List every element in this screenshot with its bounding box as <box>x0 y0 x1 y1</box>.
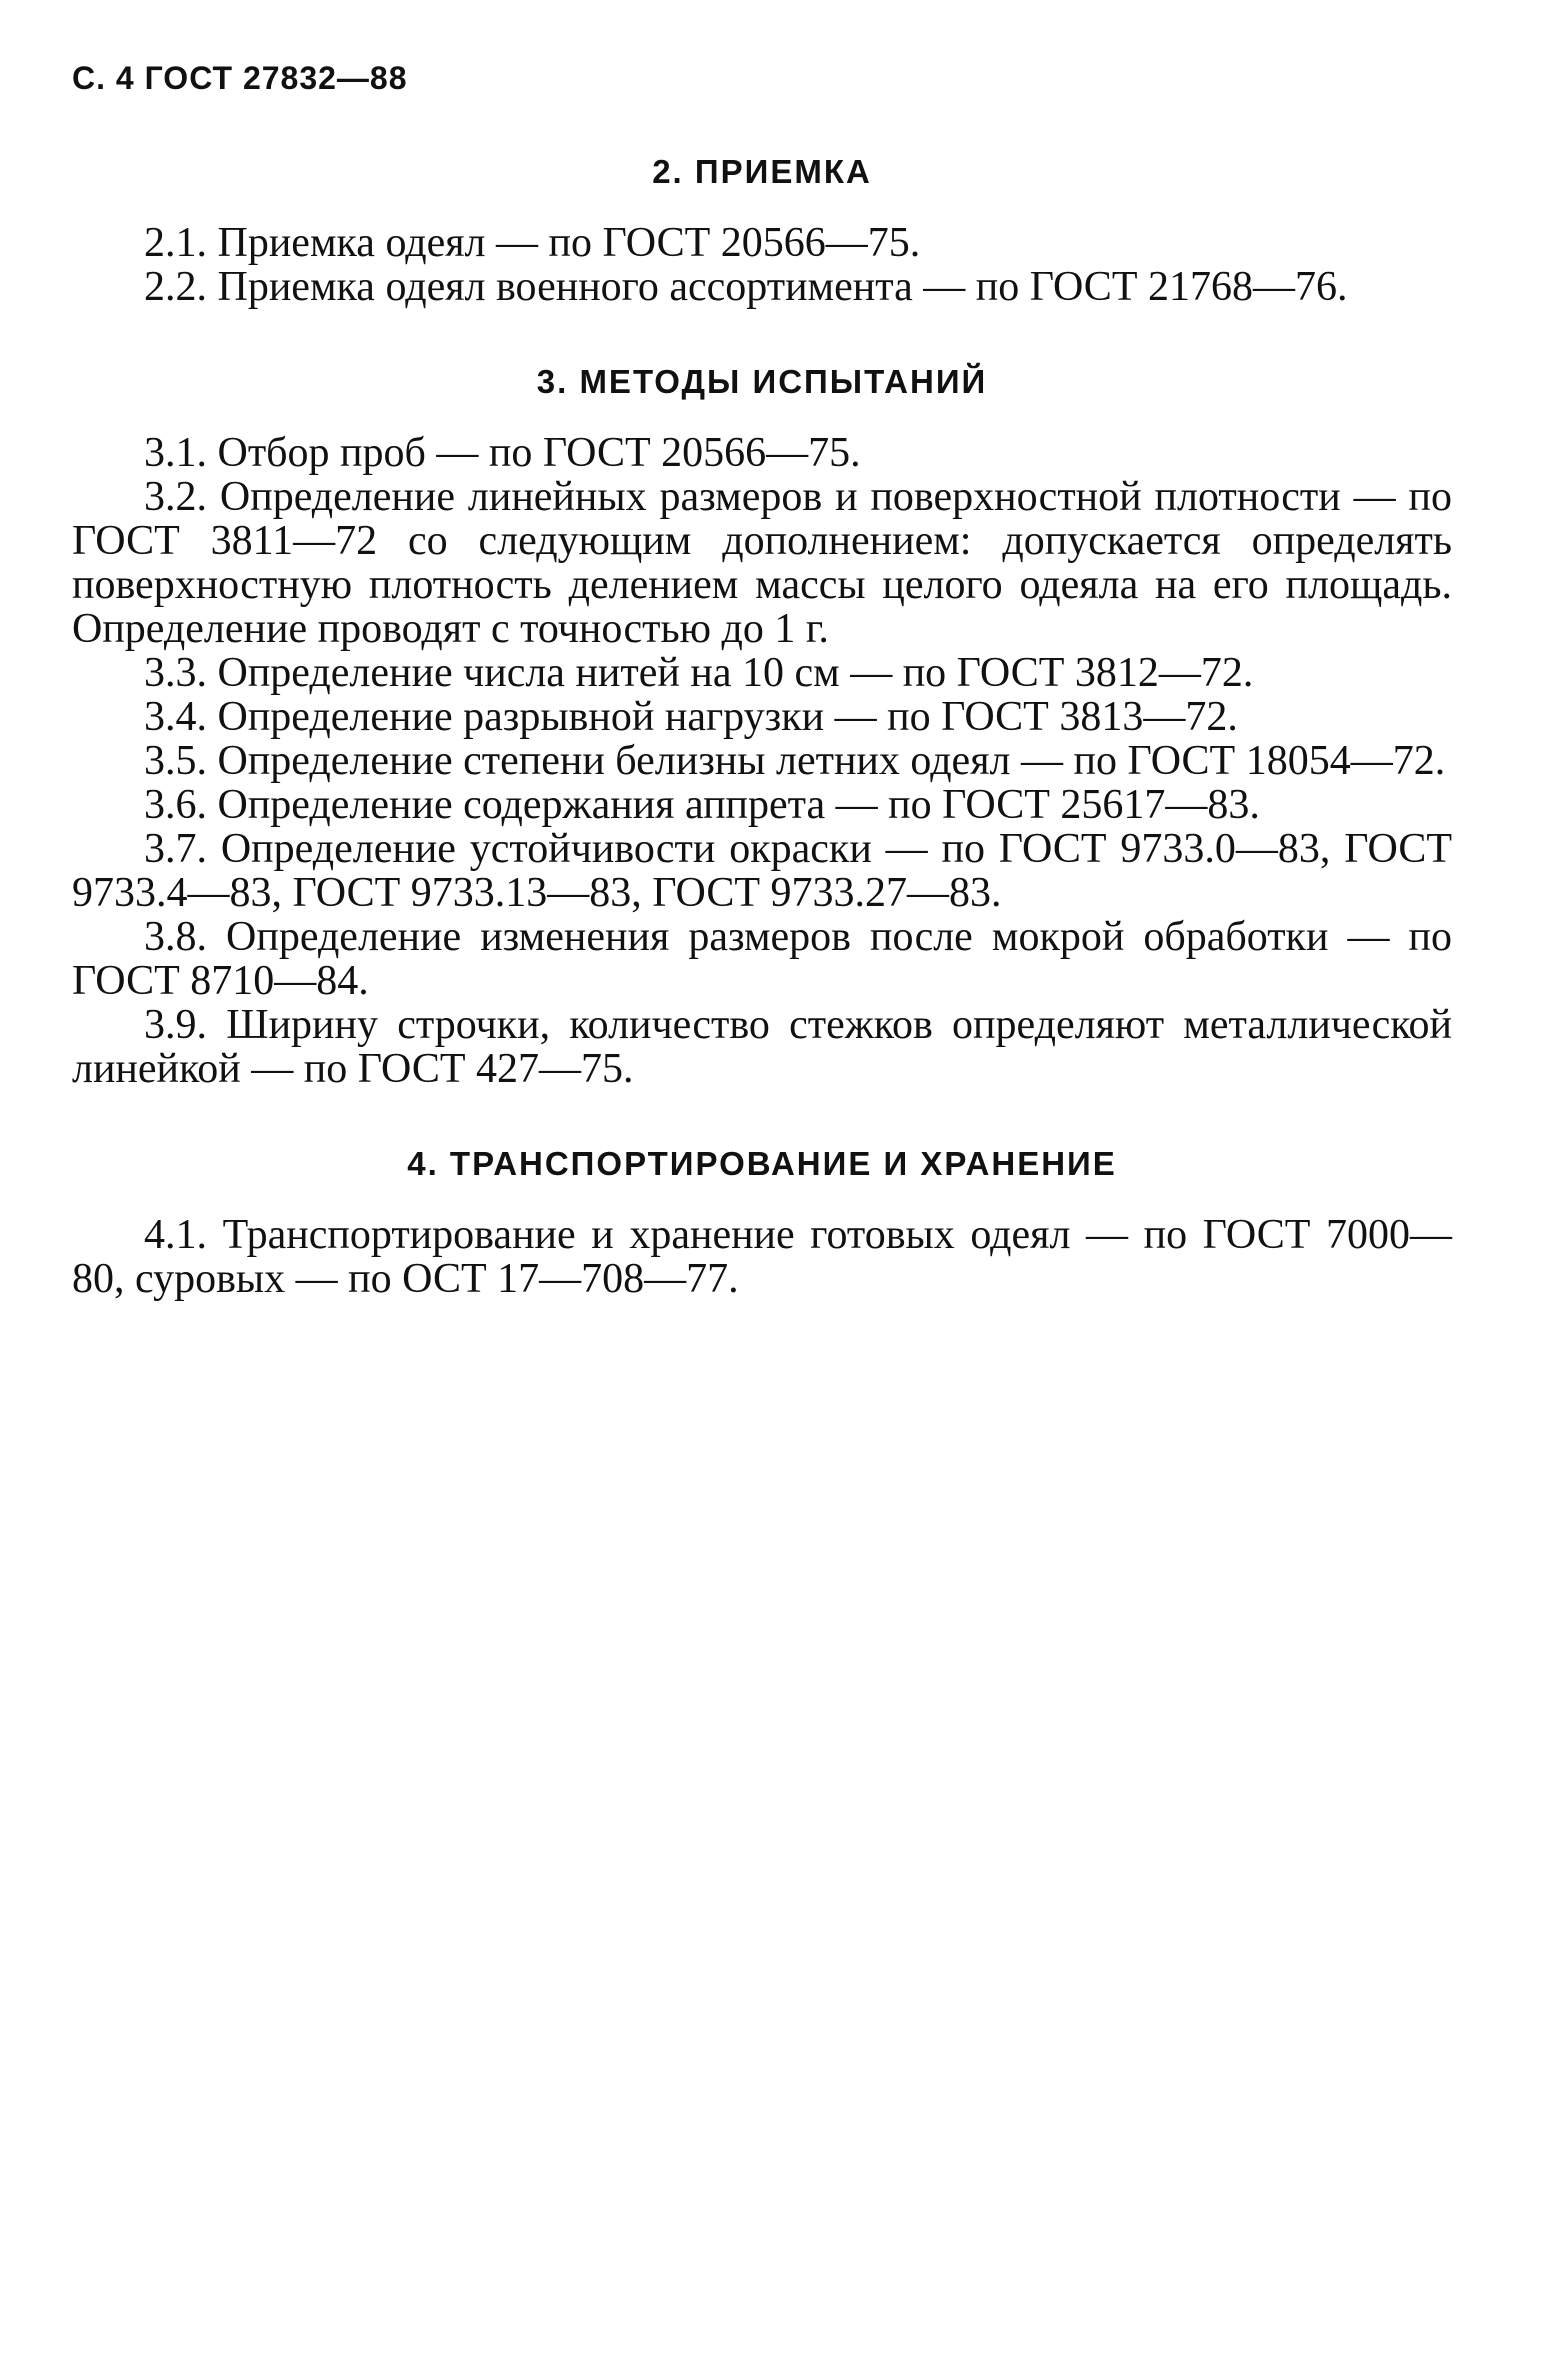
paragraph-4-1: 4.1. Транспортирование и хранение готовых одеял — по ГОСТ 7000—80, суровых — по ОСТ 17—708—77. <box>72 1212 1452 1302</box>
paragraph-3-8: 3.8. Определение изменения размеров после мокрой обработки — по ГОСТ 8710—84. <box>72 914 1452 1004</box>
section-test-methods <box>72 363 1452 1091</box>
paragraph-3-4: 3.4. Определение разрывной нагрузки — по ГОСТ 3813—72. <box>144 694 1238 740</box>
section-acceptance <box>72 153 1452 309</box>
section-title: 3. МЕТОДЫ ИСПЫТАНИЙ <box>536 363 988 400</box>
running-head: С. 4 ГОСТ 27832—88 <box>72 60 408 96</box>
paragraph-3-3: 3.3. Определение числа нитей на 10 см — по ГОСТ 3812—72. <box>144 650 1254 696</box>
paragraph-2-1: 2.1. Приемка одеял — по ГОСТ 20566—75. <box>144 220 921 266</box>
section-title: 2. ПРИЕМКА <box>652 153 872 190</box>
document-page <box>72 60 1452 1355</box>
section-transport-storage <box>72 1145 1452 1301</box>
paragraph-3-1: 3.1. Отбор проб — по ГОСТ 20566—75. <box>144 430 861 476</box>
paragraph-3-7: 3.7. Определение устойчивости окраски — по ГОСТ 9733.0—83, ГОСТ 9733.4—83, ГОСТ 9733.13—83, ГОСТ 9733.27—83. <box>72 826 1452 916</box>
paragraph-3-2: 3.2. Определение линейных размеров и поверхностной плотности — по ГОСТ 3811—72 со следующим дополнением: допускается определять поверхностную плотность делением массы целого одеяла на его площадь. Определение проводят с точностью до 1 г. <box>72 474 1452 652</box>
paragraph-3-5: 3.5. Определение степени белизны летних одеял — по ГОСТ 18054—72. <box>144 738 1446 784</box>
section-title: 4. ТРАНСПОРТИРОВАНИЕ И ХРАНЕНИЕ <box>407 1145 1117 1182</box>
paragraph-3-6: 3.6. Определение содержания аппрета — по ГОСТ 25617—83. <box>144 782 1260 828</box>
paragraph-2-2: 2.2. Приемка одеял военного ассортимента — по ГОСТ 21768—76. <box>144 264 1348 310</box>
paragraph-3-9: 3.9. Ширину строчки, количество стежков определяют металлической линейкой — по ГОСТ 427—75. <box>72 1002 1452 1092</box>
